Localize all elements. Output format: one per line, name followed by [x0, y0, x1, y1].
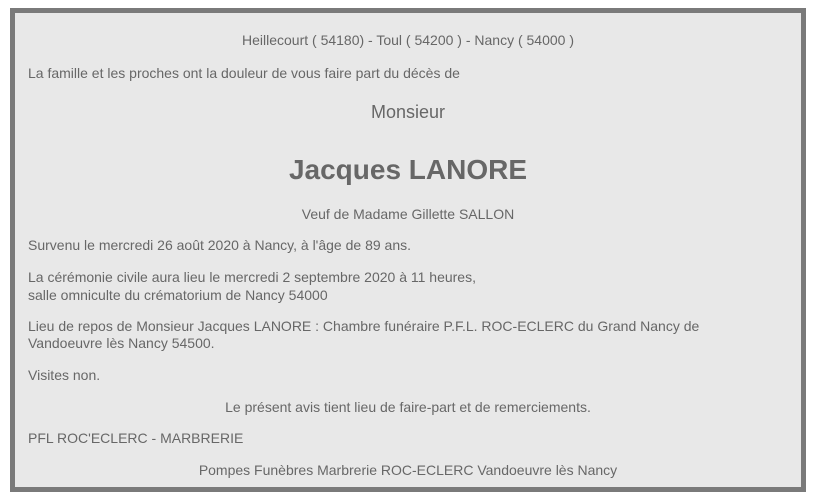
ceremony-line-1: La cérémonie civile aura lieu le mercredi 2 septembre 2020 à 11 heures,: [28, 269, 476, 285]
honorific-title: Monsieur: [370, 102, 446, 122]
ceremony-line-2: salle omniculte du crématorium de Nancy 54000: [28, 287, 328, 303]
company-line: PFL ROC'ECLERC - MARBRERIE: [28, 430, 244, 446]
obituary-notice: [10, 8, 806, 492]
visits-line: Visites non.: [28, 367, 101, 383]
rest-place-line-1: Lieu de repos de Monsieur Jacques LANORE : Chambre funéraire P.F.L. ROC-ECLERC du Grand Nancy de: [28, 318, 700, 334]
funeral-home-line: Pompes Funèbres Marbrerie ROC-ECLERC Vandoeuvre lès Nancy: [198, 462, 618, 478]
rest-place-line-2: Vandoeuvre lès Nancy 54500.: [28, 335, 215, 351]
death-details: Survenu le mercredi 26 août 2020 à Nancy, à l'âge de 89 ans.: [28, 237, 411, 253]
intro-text: La famille et les proches ont la douleur de vous faire part du décès de: [28, 65, 460, 81]
locations-line: Heillecourt ( 54180) - Toul ( 54200 ) - Nancy ( 54000 ): [241, 32, 574, 48]
deceased-name: Jacques LANORE: [288, 154, 528, 185]
thanks-line: Le présent avis tient lieu de faire-part et de remerciements.: [225, 399, 591, 415]
spouse-line: Veuf de Madame Gillette SALLON: [301, 206, 515, 222]
